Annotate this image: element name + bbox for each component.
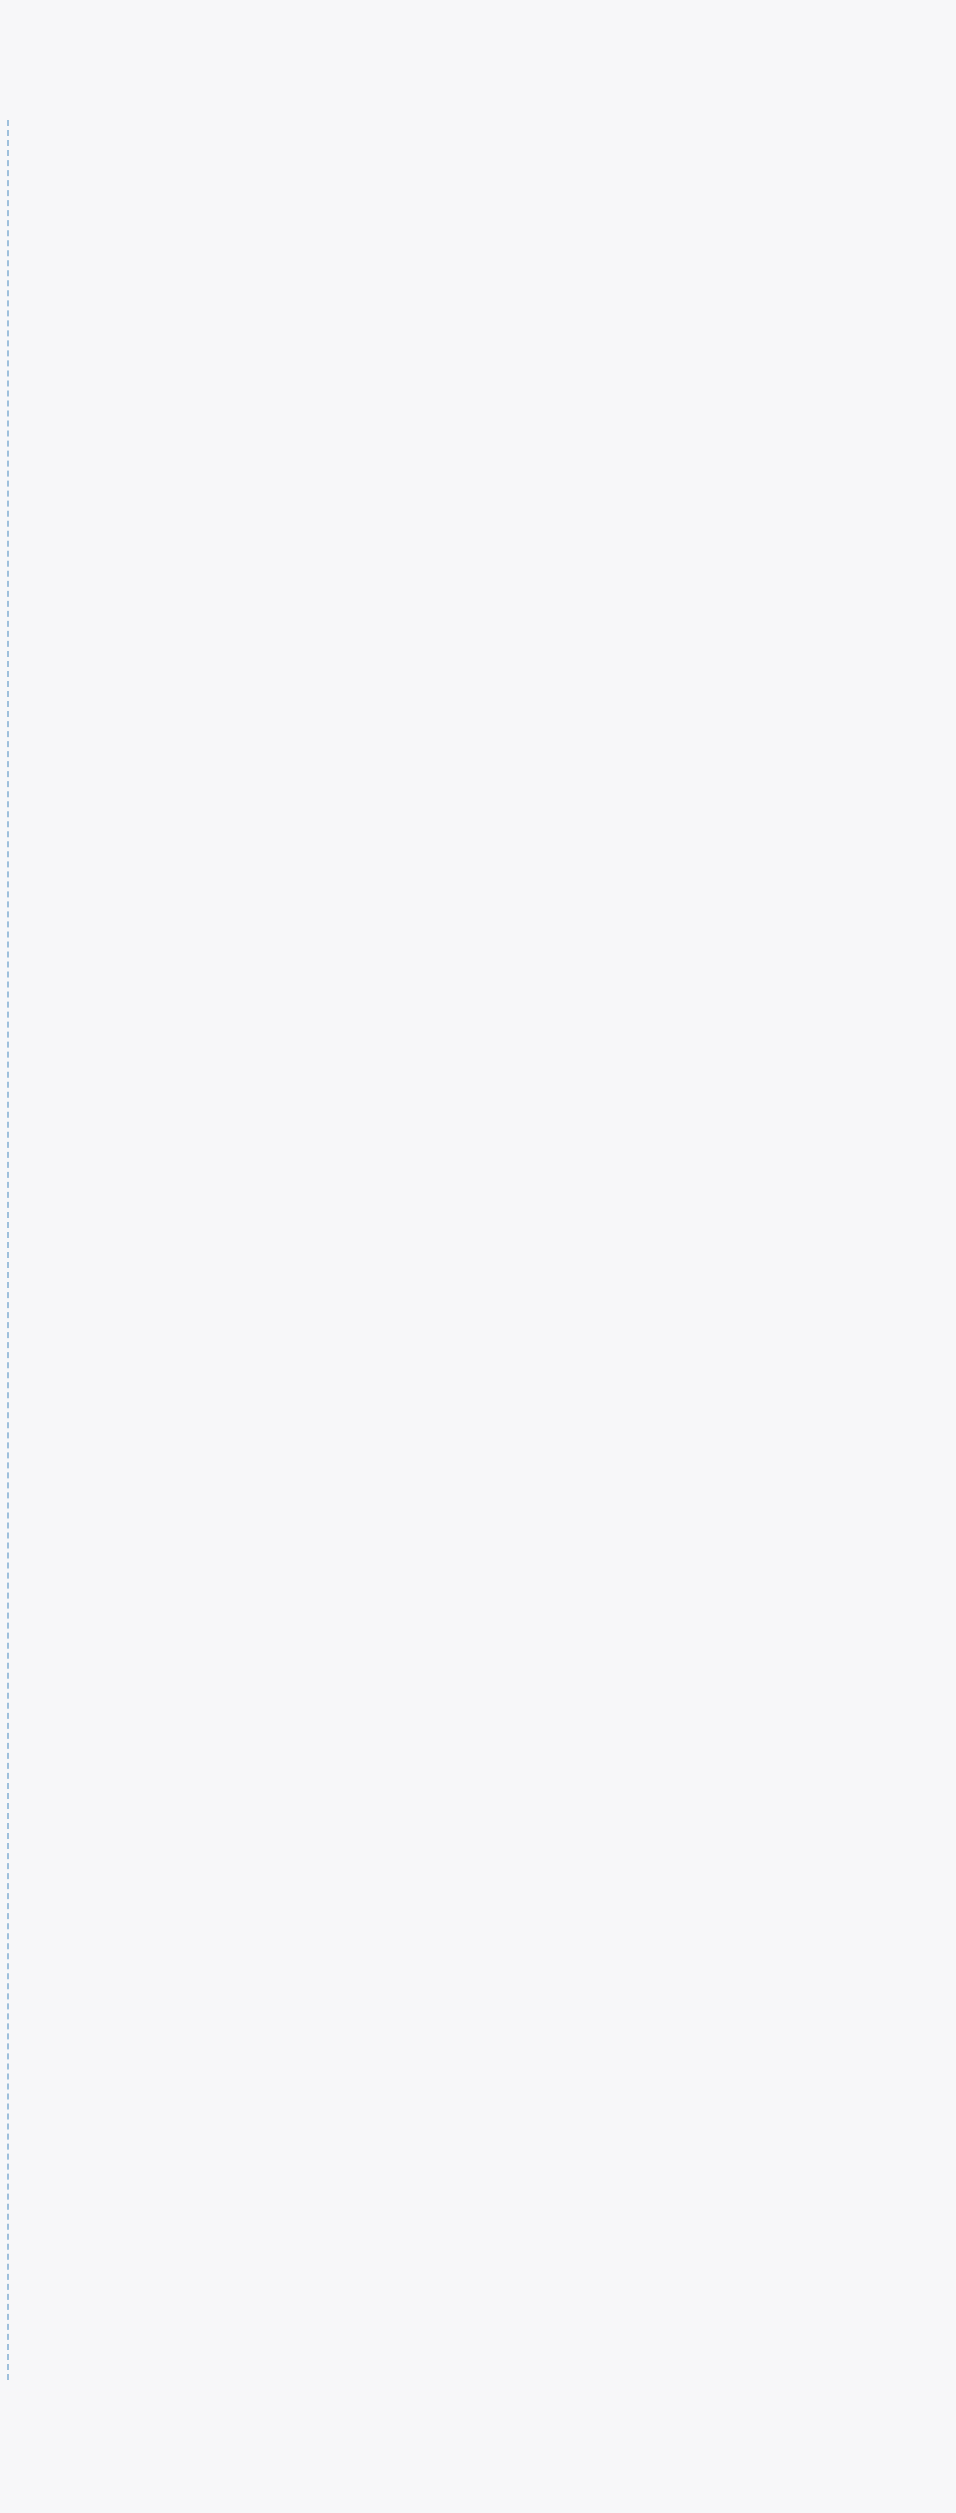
content-column [38,118,814,164]
margin-dashed-line [7,120,9,2380]
